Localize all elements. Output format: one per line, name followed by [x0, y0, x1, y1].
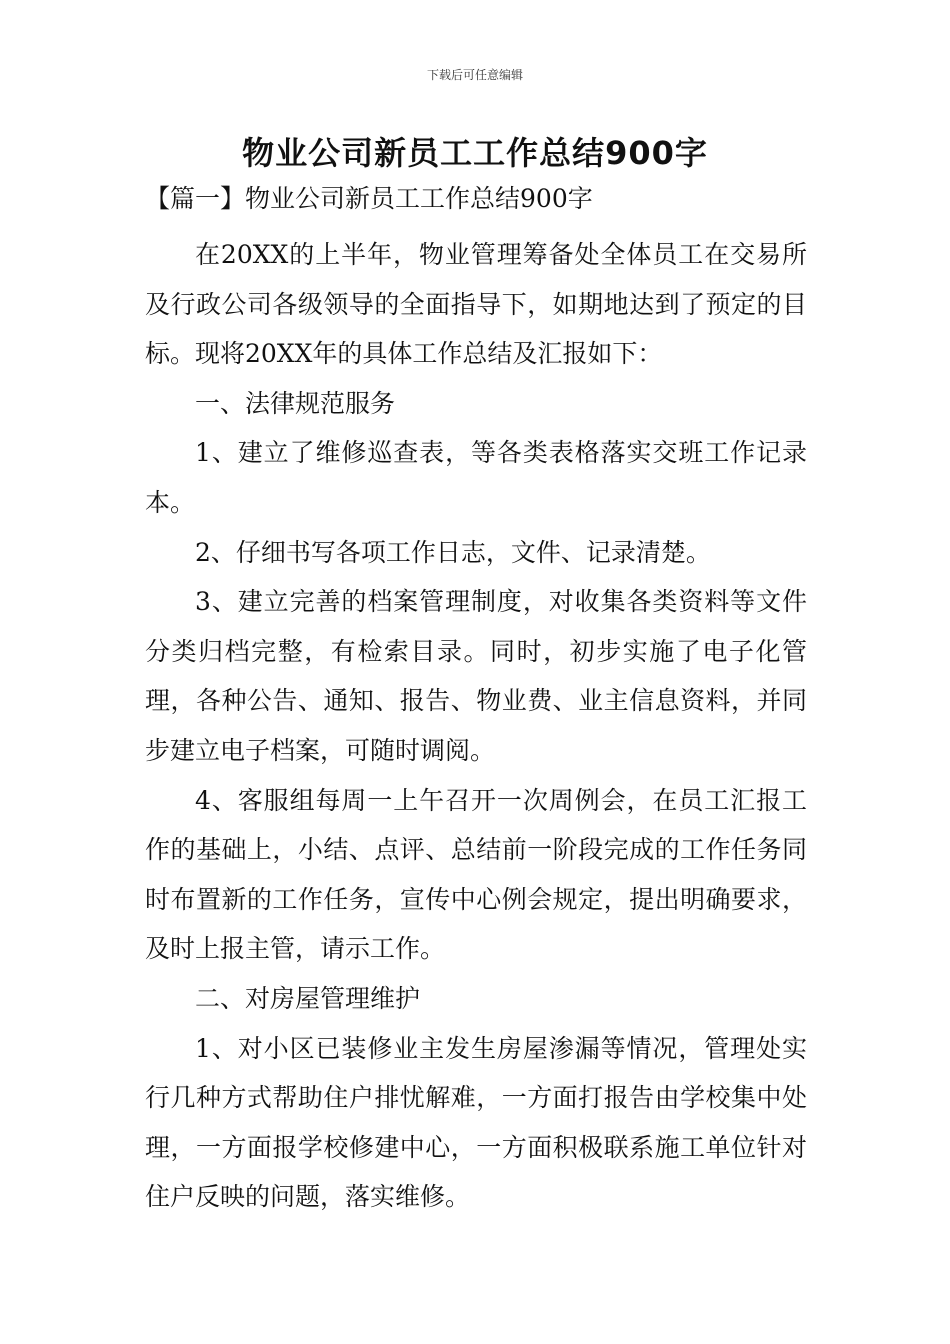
paragraph-house-item-1: 1、对小区已装修业主发生房屋渗漏等情况，管理处实行几种方式帮助住户排忧解难，一方面打报告由学校集中处理，一方面报学校修建中心，一方面积极联系施工单位针对住户反映的问题，落实维修。	[145, 1033, 807, 1212]
paragraph-item-4: 4、客服组每周一上午召开一次周例会，在员工汇报工作的基础上，小结、点评、总结前一阶段完成的工作任务同时布置新的工作任务，宣传中心例会规定，提出明确要求，及时上报主管，请示工作。	[145, 785, 807, 964]
paragraph-item-2: 2、仔细书写各项工作日志，文件、记录清楚。	[195, 537, 711, 567]
section-heading: 【篇一】物业公司新员工工作总结900字	[145, 184, 593, 213]
heading-house-maintenance: 二、对房屋管理维护	[195, 983, 421, 1013]
document-title: 物业公司新员工工作总结900字	[242, 134, 708, 172]
heading-legal-service: 一、法律规范服务	[195, 388, 396, 418]
header-note: 下载后可任意编辑	[426, 68, 523, 82]
paragraph-intro: 在20XX的上半年，物业管理筹备处全体员工在交易所及行政公司各级领导的全面指导下，如期地达到了预定的目标。现将20XX年的具体工作总结及汇报如下：	[145, 240, 807, 369]
paragraph-item-1: 1、建立了维修巡查表，等各类表格落实交班工作记录本。	[145, 438, 807, 517]
document-body	[145, 180, 807, 1222]
paragraph-item-3: 3、建立完善的档案管理制度，对收集各类资料等文件分类归档完整，有检索目录。同时，初步实施了电子化管理，各种公告、通知、报告、物业费、业主信息资料，并同步建立电子档案，可随时调阅。	[145, 587, 807, 765]
